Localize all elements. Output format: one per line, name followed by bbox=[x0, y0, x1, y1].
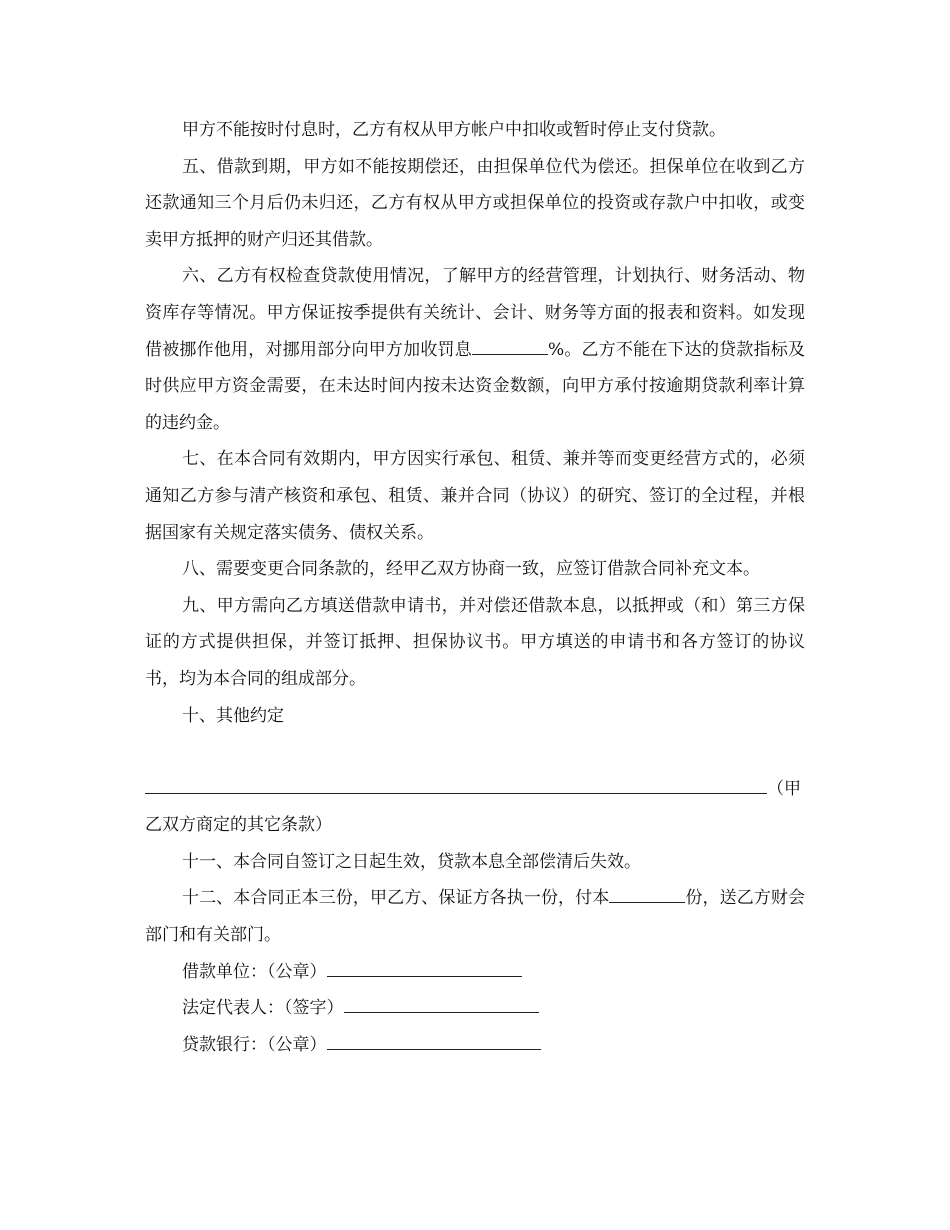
copies-count-blank[interactable] bbox=[609, 884, 685, 903]
penalty-rate-blank[interactable] bbox=[472, 336, 548, 355]
other-terms-line bbox=[145, 771, 805, 808]
legal-rep-label: 法定代表人：（签字） bbox=[182, 998, 344, 1019]
contract-page bbox=[145, 112, 805, 1063]
other-terms-note: 乙双方商定的其它条款） bbox=[145, 815, 332, 836]
clause-12-text-b: 份，送乙方财会部门和有关部门。 bbox=[145, 888, 805, 946]
bank-label: 贷款银行：（公章） bbox=[182, 1034, 327, 1055]
paragraph-clause-12 bbox=[145, 880, 805, 953]
borrower-label: 借款单位：（公章） bbox=[182, 961, 327, 982]
legal-rep-sign-blank[interactable] bbox=[344, 994, 539, 1013]
paragraph-clause-5: 五、借款到期，甲方如不能按期偿还，由担保单位代为偿还。担保单位在收到乙方还款通知三个月后仍未归还，乙方有权从甲方或担保单位的投资或存款户中扣收，或变卖甲方抵押的财产归还其借款。 bbox=[145, 156, 805, 250]
signature-bank bbox=[145, 1027, 805, 1064]
paragraph-clause-9: 九、甲方需向乙方填送借款申请书，并对偿还借款本息，以抵押或（和）第三方保证的方式提供担保，并签订抵押、担保协议书。甲方填送的申请书和各方签订的协议书，均为本合同的组成部分。 bbox=[145, 595, 805, 689]
borrower-seal-blank[interactable] bbox=[327, 958, 522, 977]
clause-12-text-a: 十二、本合同正本三份，甲乙方、保证方各执一份，付本 bbox=[182, 888, 610, 909]
other-terms-tail: （甲 bbox=[767, 778, 801, 799]
blank-line bbox=[145, 734, 805, 771]
bank-seal-blank[interactable] bbox=[327, 1031, 541, 1050]
paragraph-clause-6 bbox=[145, 258, 805, 441]
paragraph-clause-7: 七、在本合同有效期内，甲方因实行承包、租赁、兼并等而变更经营方式的，必须通知乙方参与清产核资和承包、租赁、兼并合同（协议）的研究、签订的全过程，并根据国家有关规定落实债务、债权关系。 bbox=[145, 449, 805, 543]
paragraph-clause-8: 八、需要变更合同条款的，经甲乙双方协商一致，应签订借款合同补充文本。 bbox=[182, 559, 760, 580]
paragraph-clause-11: 十一、本合同自签订之日起生效，贷款本息全部偿清后失效。 bbox=[182, 851, 641, 872]
signature-borrower bbox=[145, 954, 805, 991]
clause-6-text-b: %。乙方不能在下达的贷款指标及时供应甲方资金需要，在未达时间内按未达资金数额，向甲方承付按逾期贷款利率计算的违约金。 bbox=[145, 339, 806, 433]
signature-legal-rep bbox=[145, 990, 805, 1027]
paragraph-clause-10: 十、其他约定 bbox=[182, 705, 284, 726]
other-terms-blank[interactable] bbox=[145, 775, 767, 794]
paragraph-interest-clause: 甲方不能按时付息时，乙方有权从甲方帐户中扣收或暂时停止支付贷款。 bbox=[182, 120, 726, 140]
clause-6-text-a: 六、乙方有权检查贷款使用情况，了解甲方的经营管理，计划执行、财务活动、物资库存等情况。甲方保证按季提供有关统计、会计、财务等方面的报表和资料。如发现借被挪作他用，对挪用部分向甲方加收罚息 bbox=[145, 266, 805, 360]
